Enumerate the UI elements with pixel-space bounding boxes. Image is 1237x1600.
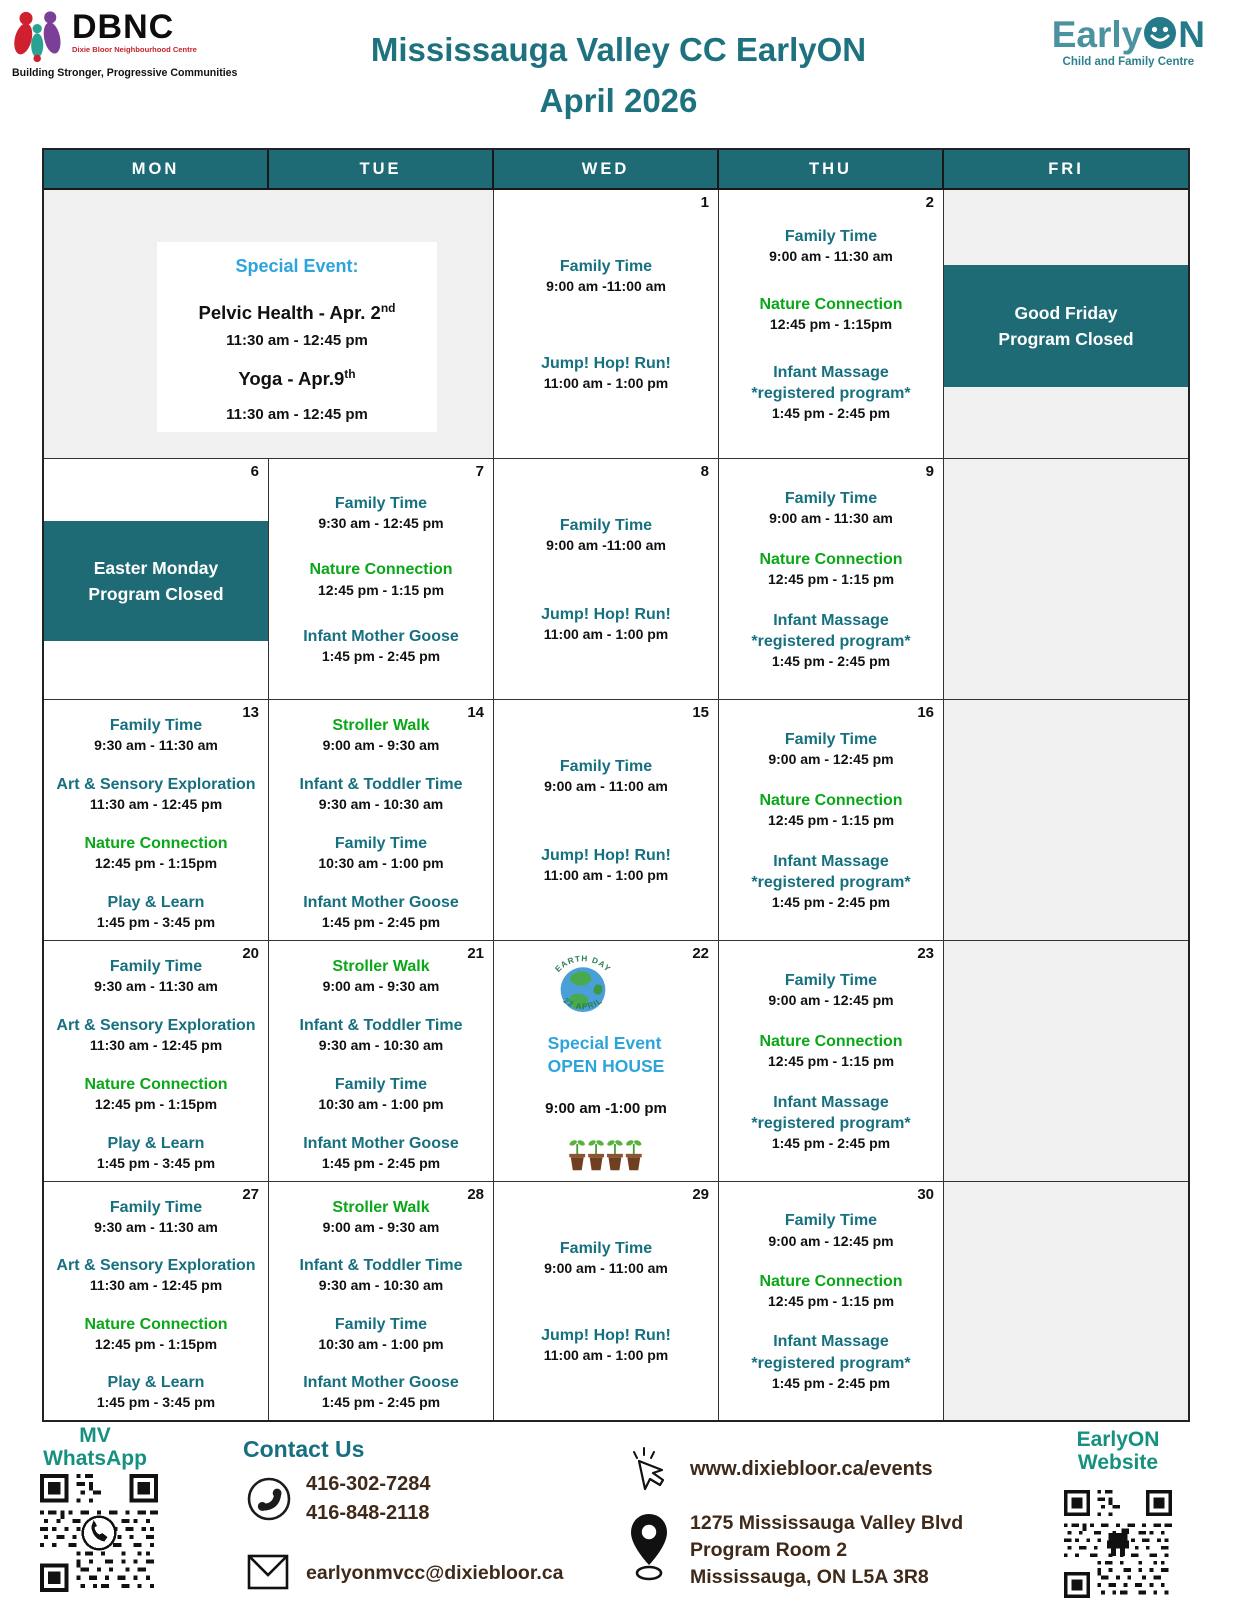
special-event-box bbox=[157, 242, 437, 432]
dbnc-subtitle: Dixie Bloor Neighbourhood Centre bbox=[72, 45, 197, 54]
cell-apr-22-earth-day bbox=[494, 940, 719, 1181]
event bbox=[323, 716, 440, 753]
event-time: 12:45 pm - 1:15pm bbox=[94, 1335, 218, 1352]
event-title: Family Time bbox=[109, 958, 203, 975]
event bbox=[300, 1256, 463, 1293]
event-title: Infant Mother Goose bbox=[303, 893, 459, 911]
event-title: Family Time bbox=[109, 1199, 203, 1216]
day-number: 13 bbox=[242, 704, 259, 721]
event bbox=[323, 1198, 440, 1235]
event-time: 9:00 am - 11:30 am bbox=[769, 248, 893, 264]
event-title: Jump! Hop! Run! bbox=[541, 846, 671, 864]
event-title: Infant Massage bbox=[773, 1333, 889, 1351]
event bbox=[303, 627, 459, 664]
week-row-4 bbox=[44, 940, 1188, 1181]
event-time: 11:00 am - 1:00 pm bbox=[543, 1347, 669, 1364]
event-title: Infant Massage bbox=[773, 852, 889, 870]
event-time: 11:00 am - 1:00 pm bbox=[543, 866, 669, 883]
event-time: 12:45 pm - 1:15 pm bbox=[767, 571, 895, 587]
event-time: 1:45 pm - 2:45 pm bbox=[771, 653, 891, 670]
event bbox=[751, 852, 910, 910]
location-pin-icon bbox=[628, 1512, 670, 1582]
day-number: 2 bbox=[925, 194, 934, 211]
event bbox=[318, 494, 443, 531]
event-time: 9:30 am - 10:30 am bbox=[318, 1277, 444, 1294]
event-title: Nature Connection bbox=[759, 1272, 903, 1290]
day-number: 7 bbox=[475, 463, 484, 480]
phone-number-1: 416-302-7284 bbox=[306, 1473, 431, 1495]
event-title: Family Time bbox=[334, 1075, 428, 1093]
event-time: 9:00 am - 11:00 am bbox=[544, 1259, 668, 1276]
event-title: Jump! Hop! Run! bbox=[541, 605, 671, 623]
cell-apr-24-closed bbox=[944, 940, 1188, 1181]
event bbox=[84, 834, 227, 871]
event-title-line2: *registered program* bbox=[751, 385, 911, 402]
cell-apr-6 bbox=[44, 458, 269, 699]
cursor-icon bbox=[622, 1444, 668, 1494]
mv-whatsapp-label: MV WhatsApp bbox=[43, 1424, 147, 1470]
event bbox=[318, 1315, 443, 1352]
cell-apr-13 bbox=[44, 699, 269, 940]
event bbox=[97, 1134, 215, 1171]
day-number: 9 bbox=[925, 463, 934, 480]
page-title-line1: Mississauga Valley CC EarlyON bbox=[370, 31, 867, 68]
event-title: Family Time bbox=[784, 971, 878, 989]
day-number: 8 bbox=[700, 463, 709, 480]
week-row-5 bbox=[44, 1181, 1188, 1420]
event bbox=[97, 1373, 215, 1410]
event-time: 9:00 am - 11:30 am bbox=[769, 510, 893, 526]
week-row-3 bbox=[44, 699, 1188, 940]
cell-apr-7 bbox=[269, 458, 494, 699]
event-time: 9:30 am - 10:30 am bbox=[318, 796, 444, 813]
event-title: Play & Learn bbox=[107, 1134, 205, 1152]
cell-apr-21 bbox=[269, 940, 494, 1181]
cell-special-event bbox=[44, 190, 494, 458]
event bbox=[759, 1272, 902, 1309]
banner-line2: Program Closed bbox=[88, 583, 224, 604]
event bbox=[303, 893, 459, 930]
event-title: Family Time bbox=[784, 489, 878, 507]
event bbox=[544, 1239, 668, 1276]
cell-apr-27 bbox=[44, 1181, 269, 1420]
event-time: 9:00 am - 12:45 pm bbox=[768, 751, 894, 767]
event bbox=[84, 1315, 227, 1352]
event-title: Nature Connection bbox=[309, 561, 453, 579]
event bbox=[751, 1093, 910, 1151]
event-title: Stroller Walk bbox=[332, 958, 430, 975]
event bbox=[759, 1032, 902, 1069]
event bbox=[546, 257, 666, 294]
event-time: 12:45 pm - 1:15 pm bbox=[767, 1053, 895, 1069]
event-title: Nature Connection bbox=[84, 1075, 228, 1093]
cell-apr-20 bbox=[44, 940, 269, 1181]
good-friday-banner bbox=[944, 265, 1188, 387]
event-time: 12:45 pm - 1:15 pm bbox=[767, 1293, 895, 1309]
event-title: Family Time bbox=[784, 730, 878, 748]
event-title: Infant & Toddler Time bbox=[299, 1016, 463, 1034]
special-event-line: Special Event bbox=[547, 1033, 662, 1054]
event-title: Infant & Toddler Time bbox=[299, 775, 463, 793]
cell-apr-30 bbox=[719, 1181, 944, 1420]
day-number: 22 bbox=[692, 945, 709, 962]
event-time: 1:45 pm - 2:45 pm bbox=[321, 647, 441, 664]
event bbox=[751, 611, 910, 669]
event bbox=[97, 893, 215, 930]
special-event-time: 11:30 am - 12:45 pm bbox=[226, 406, 368, 424]
earlyon-word-part1: Early bbox=[1051, 14, 1143, 55]
contact-us-heading: Contact Us bbox=[243, 1436, 365, 1462]
cell-apr-2 bbox=[719, 190, 944, 458]
email-address: earlyonmvcc@dixiebloor.ca bbox=[306, 1562, 564, 1584]
event-time: 11:30 am - 12:45 pm bbox=[89, 1037, 223, 1054]
event bbox=[318, 834, 443, 871]
cell-may-1-closed bbox=[944, 1181, 1188, 1420]
event bbox=[759, 791, 902, 828]
event-title: Family Time bbox=[334, 834, 428, 852]
event-time: 9:00 am - 9:30 am bbox=[322, 737, 440, 754]
event-title-line2: *registered program* bbox=[751, 633, 911, 650]
whatsapp-qr-icon bbox=[40, 1474, 158, 1592]
calendar-header-row bbox=[44, 150, 1188, 190]
cell-good-friday bbox=[944, 190, 1188, 458]
cell-apr-17-closed bbox=[944, 699, 1188, 940]
event-time: 10:30 am - 1:00 pm bbox=[318, 855, 444, 872]
event-time: 9:00 am - 12:45 pm bbox=[768, 1232, 894, 1249]
day-number: 23 bbox=[917, 945, 934, 962]
event-time: 9:30 am - 11:30 am bbox=[94, 1219, 218, 1236]
event-time: 11:00 am - 1:00 pm bbox=[543, 375, 669, 392]
event-title: Nature Connection bbox=[84, 1315, 228, 1333]
cell-apr-28 bbox=[269, 1181, 494, 1420]
event-time: 12:45 pm - 1:15 pm bbox=[767, 812, 895, 828]
event-title: Family Time bbox=[784, 1212, 878, 1230]
svg-text:22 APRIL: 22 APRIL bbox=[561, 996, 605, 1012]
event-title: Jump! Hop! Run! bbox=[541, 355, 671, 373]
event bbox=[541, 1326, 671, 1363]
cell-apr-10-closed bbox=[944, 458, 1188, 699]
event bbox=[768, 1211, 893, 1248]
cell-apr-8 bbox=[494, 458, 719, 699]
open-house-line: OPEN HOUSE bbox=[547, 1056, 665, 1077]
event-title: Family Time bbox=[559, 1239, 653, 1257]
event bbox=[56, 1016, 255, 1053]
event-time: 11:00 am - 1:00 pm bbox=[543, 625, 669, 642]
address-line3: Mississauga, ON L5A 3R8 bbox=[690, 1566, 929, 1588]
event bbox=[751, 1332, 910, 1390]
event bbox=[323, 957, 440, 994]
cell-apr-9 bbox=[719, 458, 944, 699]
event-title: Family Time bbox=[559, 257, 653, 275]
event-title: Nature Connection bbox=[759, 550, 903, 568]
event-time: 9:30 am - 10:30 am bbox=[318, 1037, 444, 1054]
event-time: 1:45 pm - 2:45 pm bbox=[771, 1374, 891, 1391]
event-time: 1:45 pm - 2:45 pm bbox=[771, 894, 891, 911]
event-title: Play & Learn bbox=[107, 893, 205, 911]
event-time: 1:45 pm - 2:45 pm bbox=[771, 405, 891, 422]
event-time: 1:45 pm - 3:45 pm bbox=[96, 1393, 216, 1410]
event bbox=[309, 560, 452, 597]
event-title: Family Time bbox=[559, 517, 653, 535]
address-line2: Program Room 2 bbox=[690, 1539, 848, 1561]
event bbox=[84, 1075, 227, 1112]
event-time: 10:30 am - 1:00 pm bbox=[318, 1096, 444, 1113]
event bbox=[303, 1134, 459, 1171]
event-time: 11:30 am - 12:45 pm bbox=[89, 796, 223, 813]
cell-apr-16 bbox=[719, 699, 944, 940]
event-title-line2: *registered program* bbox=[751, 1354, 911, 1372]
cell-apr-1 bbox=[494, 190, 719, 458]
day-number: 14 bbox=[467, 704, 484, 721]
event-time: 9:00 am -11:00 am bbox=[546, 537, 666, 554]
special-event-heading: Special Event: bbox=[235, 256, 359, 276]
event bbox=[94, 957, 218, 994]
phone-icon bbox=[246, 1476, 292, 1522]
event-title: Family Time bbox=[334, 495, 428, 513]
day-number: 29 bbox=[692, 1186, 709, 1203]
event-title: Nature Connection bbox=[759, 1032, 903, 1050]
event-time: 1:45 pm - 2:45 pm bbox=[321, 914, 441, 930]
event-time: 10:30 am - 1:00 pm bbox=[318, 1335, 444, 1352]
week-row-2 bbox=[44, 458, 1188, 699]
website-qr-icon bbox=[1064, 1490, 1172, 1598]
event-title: Infant Mother Goose bbox=[303, 627, 459, 645]
event bbox=[94, 716, 218, 753]
event-title: Art & Sensory Exploration bbox=[56, 1257, 256, 1275]
day-number: 6 bbox=[250, 463, 259, 480]
day-header-wed: WED bbox=[494, 150, 719, 188]
cell-apr-14 bbox=[269, 699, 494, 940]
event-time: 12:45 pm - 1:15pm bbox=[94, 1096, 218, 1113]
svg-text:EARTH DAY: EARTH DAY bbox=[553, 954, 613, 974]
day-number: 21 bbox=[467, 945, 484, 962]
event-time: 1:45 pm - 3:45 pm bbox=[96, 914, 216, 930]
event-title: Nature Connection bbox=[759, 791, 903, 809]
event-title: Stroller Walk bbox=[332, 1199, 430, 1216]
special-event-name: Pelvic Health - Apr. 2nd bbox=[198, 301, 396, 324]
event-time: 9:30 am - 11:30 am bbox=[94, 978, 218, 995]
event-title: Family Time bbox=[109, 717, 203, 734]
cell-apr-23 bbox=[719, 940, 944, 1181]
event bbox=[546, 516, 666, 553]
event bbox=[759, 295, 902, 332]
earth-day-icon bbox=[542, 949, 624, 1030]
event bbox=[541, 846, 671, 883]
event bbox=[768, 971, 893, 1008]
event bbox=[303, 1373, 459, 1410]
day-number: 30 bbox=[917, 1186, 934, 1203]
event-title: Infant Massage bbox=[773, 611, 889, 629]
cell-apr-15 bbox=[494, 699, 719, 940]
seedlings-icon bbox=[567, 1135, 645, 1173]
phone-number-2: 416-848-2118 bbox=[306, 1502, 430, 1524]
easter-monday-banner bbox=[44, 521, 268, 641]
event-title: Infant Mother Goose bbox=[303, 1134, 459, 1152]
week-row-1 bbox=[44, 190, 1188, 458]
event-time: 12:45 pm - 1:15pm bbox=[769, 316, 893, 332]
earlyon-tagline: Child and Family Centre bbox=[1062, 56, 1195, 68]
event bbox=[769, 489, 893, 526]
day-header-fri: FRI bbox=[944, 150, 1188, 188]
day-header-mon: MON bbox=[44, 150, 269, 188]
banner-line1: Good Friday bbox=[1014, 302, 1118, 323]
event bbox=[541, 605, 671, 642]
calendar-grid bbox=[42, 148, 1190, 1422]
event-title: Infant Massage bbox=[773, 363, 889, 381]
event-title: Art & Sensory Exploration bbox=[56, 775, 256, 793]
event-title: Stroller Walk bbox=[332, 717, 430, 734]
special-event-name: Yoga - Apr.9th bbox=[238, 367, 356, 390]
event-time: 9:00 am -11:00 am bbox=[546, 277, 666, 294]
earlyon-smiley-icon bbox=[1143, 16, 1177, 50]
event bbox=[56, 775, 255, 812]
event-time: 1:45 pm - 2:45 pm bbox=[321, 1393, 441, 1410]
event-time: 9:30 am - 11:30 am bbox=[94, 737, 218, 754]
event-time: 11:30 am - 12:45 pm bbox=[89, 1277, 223, 1294]
banner-line2: Program Closed bbox=[998, 328, 1134, 349]
dbnc-tagline: Building Stronger, Progressive Communities bbox=[12, 67, 238, 79]
event bbox=[56, 1256, 255, 1293]
earlyon-word-part2: N bbox=[1178, 14, 1205, 55]
event-title: Infant Mother Goose bbox=[303, 1373, 459, 1391]
event bbox=[751, 363, 910, 421]
event bbox=[544, 757, 668, 794]
event-title: Family Time bbox=[334, 1315, 428, 1333]
event-time: 1:45 pm - 2:45 pm bbox=[321, 1155, 441, 1171]
event bbox=[769, 227, 893, 264]
event-title: Jump! Hop! Run! bbox=[541, 1327, 671, 1345]
address bbox=[690, 1510, 963, 1591]
dbnc-name: DBNC bbox=[72, 8, 175, 46]
phone-numbers bbox=[306, 1470, 431, 1528]
open-house-time: 9:00 am -1:00 pm bbox=[545, 1100, 667, 1118]
day-number: 1 bbox=[700, 194, 709, 211]
event-title: Art & Sensory Exploration bbox=[56, 1016, 256, 1034]
day-number: 15 bbox=[692, 704, 709, 721]
event-title-line2: *registered program* bbox=[751, 1115, 911, 1132]
event-time: 12:45 pm - 1:15pm bbox=[94, 855, 218, 872]
page-title-line2: April 2026 bbox=[539, 82, 698, 119]
event-title: Nature Connection bbox=[759, 295, 903, 313]
event-time: 9:00 am - 9:30 am bbox=[322, 978, 440, 995]
day-header-tue: TUE bbox=[269, 150, 494, 188]
event-time: 1:45 pm - 2:45 pm bbox=[771, 1135, 891, 1152]
event bbox=[94, 1198, 218, 1235]
earlyon-website-label: EarlyON Website bbox=[1076, 1428, 1160, 1474]
event bbox=[318, 1075, 443, 1112]
event-title: Nature Connection bbox=[84, 834, 228, 852]
day-number: 27 bbox=[242, 1186, 259, 1203]
event-title: Family Time bbox=[559, 758, 653, 776]
address-line1: 1275 Mississauga Valley Blvd bbox=[690, 1512, 964, 1534]
event-title: Play & Learn bbox=[107, 1373, 205, 1391]
cell-apr-29 bbox=[494, 1181, 719, 1420]
events-website: www.dixiebloor.ca/events bbox=[690, 1458, 933, 1480]
event-time: 1:45 pm - 3:45 pm bbox=[96, 1155, 216, 1171]
banner-line1: Easter Monday bbox=[93, 557, 219, 578]
event-time: 12:45 pm - 1:15 pm bbox=[317, 581, 445, 598]
earlyon-logo bbox=[1052, 16, 1205, 68]
event-title: Infant & Toddler Time bbox=[299, 1257, 463, 1275]
open-house-label bbox=[548, 1032, 665, 1078]
event-time: 9:00 am - 12:45 pm bbox=[768, 992, 894, 1008]
event-time: 9:30 am - 12:45 pm bbox=[318, 515, 444, 532]
event-time: 9:00 am - 11:00 am bbox=[544, 778, 668, 795]
day-header-thu: THU bbox=[719, 150, 944, 188]
event bbox=[768, 730, 893, 767]
event-title: Infant Massage bbox=[773, 1093, 889, 1111]
event-time: 9:00 am - 9:30 am bbox=[322, 1219, 440, 1236]
event bbox=[541, 354, 671, 391]
event bbox=[300, 775, 463, 812]
mail-icon bbox=[247, 1554, 289, 1590]
day-number: 16 bbox=[917, 704, 934, 721]
event bbox=[300, 1016, 463, 1053]
special-event-time: 11:30 am - 12:45 pm bbox=[226, 332, 368, 350]
event-title-line2: *registered program* bbox=[751, 874, 911, 891]
event bbox=[759, 550, 902, 587]
day-number: 28 bbox=[467, 1186, 484, 1203]
event-title: Family Time bbox=[784, 227, 878, 245]
day-number: 20 bbox=[242, 945, 259, 962]
